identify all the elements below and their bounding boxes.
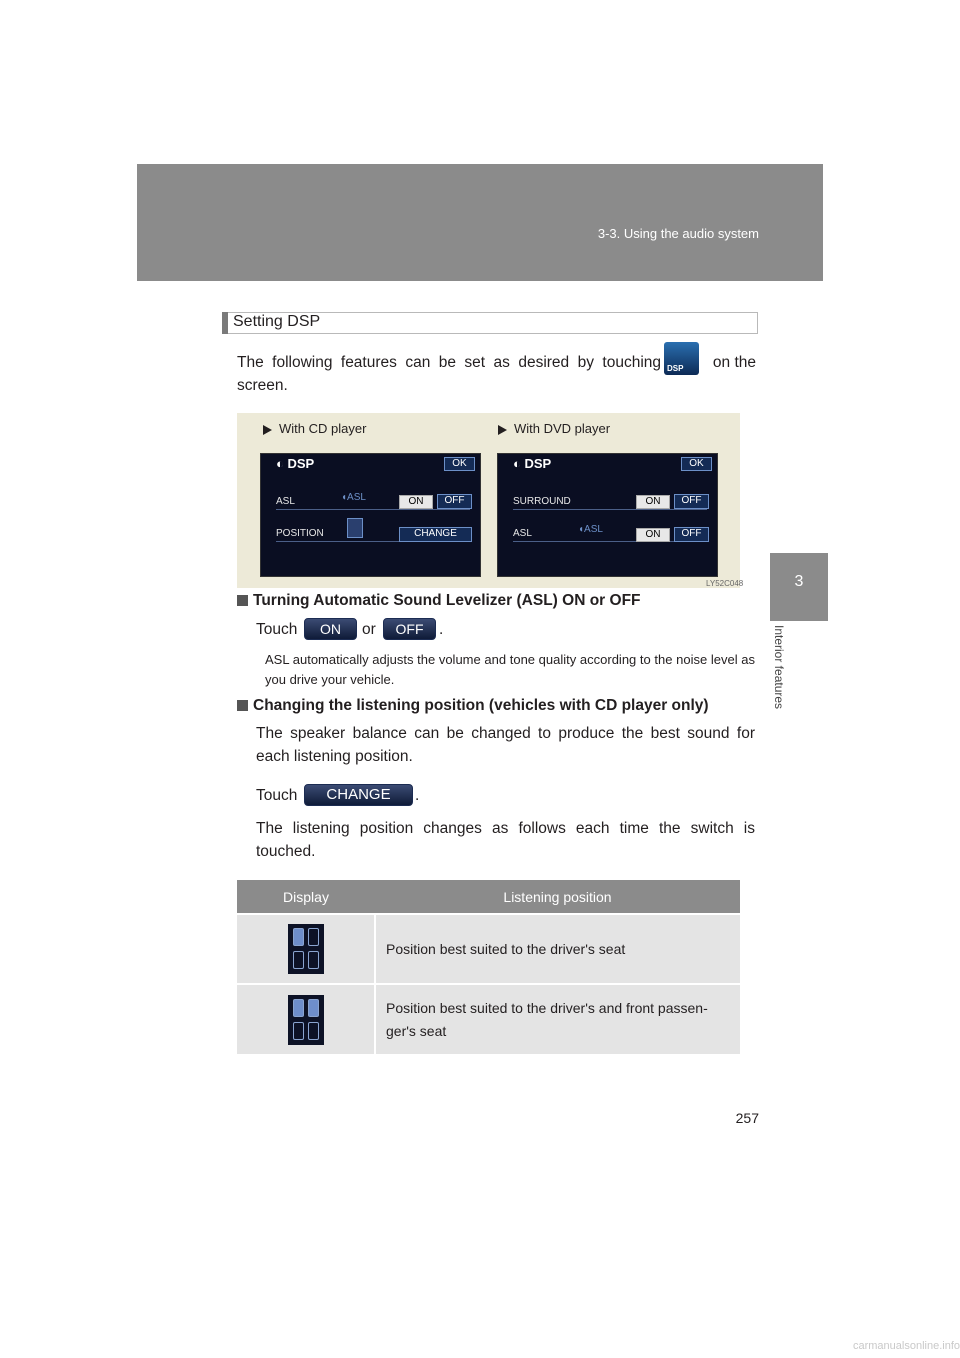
- dvd-asl-label: ASL: [513, 528, 532, 539]
- asl-icon: ◖ASL: [578, 524, 603, 535]
- page-number: 257: [735, 1110, 759, 1126]
- watermark: carmanualsonline.info: [852, 1340, 960, 1352]
- front-seats-position-icon: [288, 995, 324, 1045]
- driver-seat-position-icon: [288, 924, 324, 974]
- cd-screen-title: ◐ DSP: [276, 456, 315, 471]
- dvd-surround-label: SURROUND: [513, 496, 571, 507]
- section-title: Setting DSP: [233, 313, 321, 330]
- change-button[interactable]: CHANGE: [304, 784, 413, 806]
- intro-text-on-the: on the: [712, 354, 756, 371]
- triangle-icon: [263, 425, 272, 435]
- asl-heading: Turning Automatic Sound Levelizer (ASL) ON or OFF: [237, 592, 641, 610]
- square-bullet-icon: [237, 700, 248, 711]
- dvd-asl-off-button[interactable]: OFF: [674, 527, 709, 542]
- asl-note: ASL automatically adjusts the volume and tone quality according to the noise level as you drive your vehicle.: [265, 652, 755, 687]
- asl-or-text: or: [362, 621, 376, 638]
- table-header-listening-position: Listening position: [375, 880, 740, 914]
- chapter-label: Interior features: [772, 625, 786, 710]
- intro-text: The following features can be set as desired by touching: [237, 354, 661, 371]
- caption-dvd: With DVD player: [498, 421, 610, 436]
- chapter-tab: [770, 553, 828, 621]
- section-breadcrumb: 3-3. Using the audio system: [597, 226, 759, 241]
- off-button[interactable]: OFF: [383, 618, 436, 640]
- dvd-asl-on-button[interactable]: ON: [636, 528, 670, 542]
- triangle-icon: [498, 425, 507, 435]
- listening-position-table: [237, 880, 740, 1054]
- dvd-dsp-screen: [497, 453, 718, 577]
- cd-change-button[interactable]: CHANGE: [399, 527, 472, 542]
- dvd-row-divider: [513, 509, 707, 510]
- position-description-cell: Position best suited to the driver's seat: [375, 914, 740, 984]
- position-touch-text: Touch: [256, 787, 298, 804]
- position-heading: Changing the listening position (vehicles with CD player only): [237, 697, 709, 715]
- display-cell: [237, 914, 375, 984]
- cd-row-divider: [276, 509, 470, 510]
- table-row: [237, 984, 740, 1054]
- dvd-surround-off-button[interactable]: OFF: [674, 494, 709, 509]
- dvd-surround-on-button[interactable]: ON: [636, 495, 670, 509]
- asl-touch-text: Touch: [256, 621, 298, 638]
- table-header-display: Display: [237, 880, 375, 914]
- figure-code: LY52C048: [706, 579, 744, 588]
- table-row: [237, 914, 740, 984]
- intro-text-screen: screen.: [237, 377, 288, 394]
- position-period: .: [415, 787, 420, 804]
- position-follow-text: The listening position changes as follows each time the switch is touched.: [256, 820, 755, 860]
- asl-period: .: [439, 621, 444, 638]
- caption-cd: With CD player: [263, 421, 366, 436]
- position-description: The speaker balance can be changed to produce the best sound for each listening position.: [256, 725, 755, 765]
- display-cell: [237, 984, 375, 1054]
- cd-asl-on-button[interactable]: ON: [399, 495, 433, 509]
- asl-icon: ◖ASL: [341, 492, 366, 503]
- cd-asl-off-button[interactable]: OFF: [437, 494, 472, 509]
- header-band: [137, 164, 823, 281]
- position-description-cell: Position best suited to the driver's and front passen-ger's seat: [375, 984, 740, 1054]
- cd-position-label: POSITION: [276, 528, 324, 539]
- dvd-screen-title: ◐ DSP: [513, 456, 552, 471]
- cd-dsp-screen: [260, 453, 481, 577]
- on-button[interactable]: ON: [304, 618, 357, 640]
- dsp-icon: DSP: [664, 342, 699, 375]
- chapter-number: 3: [794, 573, 804, 590]
- section-title-bar: [222, 312, 228, 334]
- square-bullet-icon: [237, 595, 248, 606]
- cd-ok-button[interactable]: OK: [444, 457, 475, 471]
- seat-position-icon: [347, 518, 363, 538]
- cd-asl-label: ASL: [276, 496, 295, 507]
- dvd-ok-button[interactable]: OK: [681, 457, 712, 471]
